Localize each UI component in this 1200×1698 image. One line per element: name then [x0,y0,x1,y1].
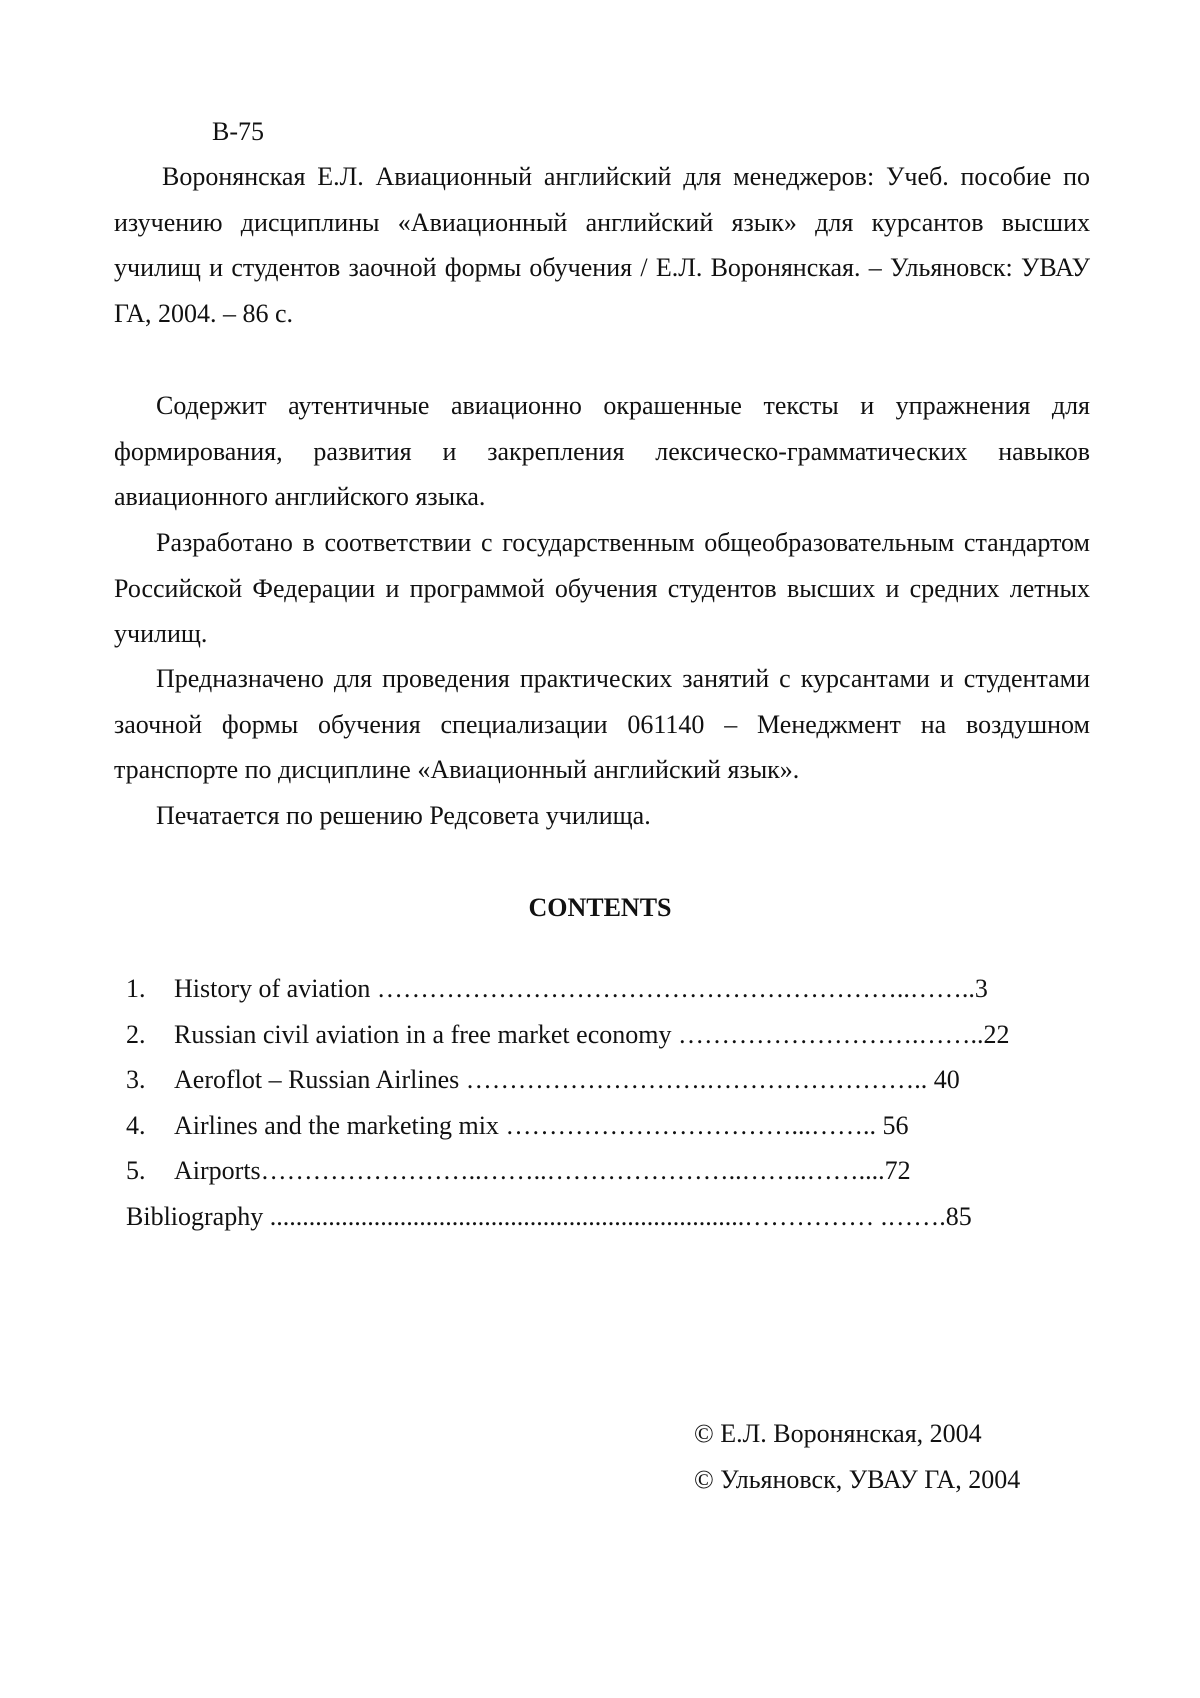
toc-page-number: 22 [983,1019,1010,1049]
toc-item-title: Russian civil aviation in a free market economy [174,1019,672,1049]
toc-item [120,1057,1090,1103]
copyright-author: © Е.Л. Воронянская, 2004 [694,1419,982,1448]
toc-page-number: 40 [933,1065,960,1094]
toc-leader-dots: ……………………..……..…………………..……..…….... [260,1156,885,1185]
toc-leader-dots: .........................................................................…………… .……. [263,1201,946,1231]
toc-item [120,1103,1090,1149]
library-code: В-75 [212,117,264,146]
toc-item [120,966,1090,1012]
toc-page-number: 85 [945,1201,972,1231]
copyright-publisher: © Ульяновск, УВАУ ГА, 2004 [694,1465,1021,1494]
toc-page-number: 56 [882,1110,909,1140]
toc-item-title: Airlines and the marketing mix [174,1110,499,1140]
toc-leader-dots: ……………………….…….. [671,1019,984,1049]
toc-item-number: 4. [126,1110,146,1140]
bibliographic-record: Воронянская Е.Л. Авиационный английский для менеджеров: Учеб. пособие по изучению дисциплины «Авиационный английский язык» для курсантов высших училищ и студентов заочной формы обучения / Е.Л. Воронянская. – Ульяновск: УВАУ ГА, 2004. – 86 с. [114,162,1090,328]
table-of-contents [120,966,1090,1239]
toc-item-title: Bibliography [126,1201,264,1231]
toc-item-title: Aeroflot – Russian Airlines [174,1065,460,1094]
toc-item [120,1012,1090,1058]
toc-page-number: 72 [884,1156,911,1185]
toc-item-number: 1. [126,974,146,1003]
toc-leader-dots: ……………………………...…….. [498,1110,883,1140]
toc-item [120,1148,1090,1194]
toc-item-title: Airports [174,1156,261,1185]
toc-item-bibliography [120,1194,1090,1240]
toc-item-number: 5. [126,1156,146,1185]
toc-item-number: 2. [126,1019,146,1049]
abstract-paragraph-1: Содержит аутентичные авиационно окрашенные тексты и упражнения для формирования, развития и закрепления лексическо-грамматических навыков авиационного английского языка. [114,391,1090,511]
toc-page-number: 3 [974,974,988,1003]
toc-item-number: 3. [126,1065,146,1094]
abstract-paragraph-4: Печатается по решению Редсовета училища. [156,801,651,830]
toc-leader-dots: ……………………………………………………..…….. [370,974,975,1003]
toc-item-title: History of aviation [174,974,371,1003]
abstract-paragraph-3: Предназначено для проведения практических занятий с курсантами и студентами заочной формы обучения специализации 061140 – Менеджмент на воздушном транспорте по дисциплине «Авиационный английский язык». [114,664,1090,784]
contents-heading: CONTENTS [528,893,672,922]
abstract-paragraph-2: Разработано в соответствии с государственным общеобразовательным стандартом Российской Федерации и программой обучения студентов высших и средних летных училищ. [114,528,1090,648]
toc-leader-dots: ……………………….…………………….. [459,1065,934,1094]
